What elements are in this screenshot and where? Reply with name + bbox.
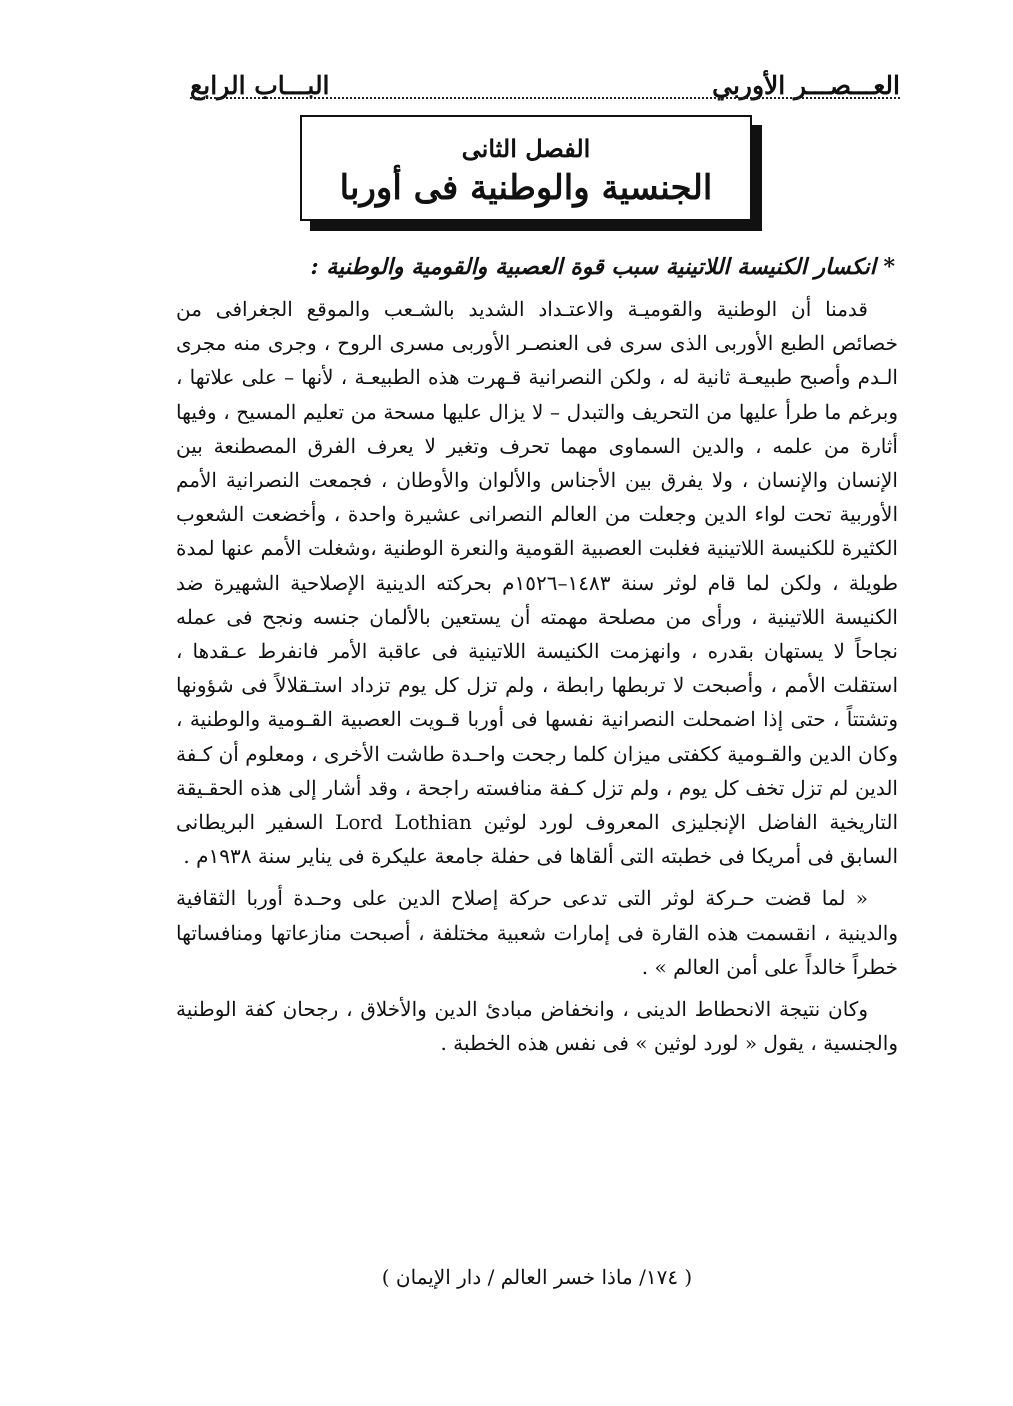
section-heading: * انكسار الكنيسة اللاتينية سبب قوة العصبية والقومية والوطنية :	[310, 254, 895, 280]
header-section-title: العـــصـــر الأوربي	[712, 71, 900, 100]
paragraph-1	[176, 292, 898, 873]
chapter-box	[300, 115, 752, 221]
quotation-paragraph: « لما قضت حـركة لوثر التى تدعى حركة إصلاح الدين على وحـدة أوربا الثقافية والدينية ، انقسمت هذه القارة فى إمارات شعبية مختلفة ، أصبحت منازعاتها ومنافساتها خطراً خالداً على أمن العالم » .	[176, 886, 898, 979]
chapter-title: الجنسية والوطنية فى أوربا	[339, 167, 713, 208]
latin-name: Lord Lothian	[335, 810, 472, 835]
paragraph-3: وكان نتيجة الانحطاط الدينى ، وانخفاض مبادئ الدين والأخلاق ، رجحان كفة الوطنية والجنسية ، يقول « لورد لوثين » فى نفس هذه الخطبة .	[176, 997, 898, 1056]
body-text	[176, 292, 898, 1060]
paragraph-1-text-end: السفير البريطانى السابق فى أمريكا فى خطبته التى ألقاها فى حفلة جامعة عليكرة فى يناير سنة ١٩٣٨م .	[176, 810, 898, 869]
chapter-label: الفصل الثانى	[461, 134, 591, 163]
paragraph-1-text: قدمنا أن الوطنية والقوميـة والاعتـداد الشديد بالشـعب والموقع الجغرافى من خصائص الطبع الأوربى الذى سرى فى العنصـر الأوربى مسرى الروح ، وجرى منه مجرى الـدم وأصبح طبيعـة ثانية له ، ولكن النصرانية قـهرت هذه الطبيعـة ، لأنها – على علاتها ، وبرغم ما طرأ عليها من التحريف والتبدل – لا يزال عليها مسحة من تعليم المسيح ، وفيها أثارة من علمه ، والدين السماوى مهما تحرف وتغير لا يعرف الفرق المصطنعة بين الإنسان والإنسان ، ولا يفرق بين الأجناس والألوان والأوطان ، فجمعت النصرانية الأمم الأوربية تحت لواء الدين وجعلت من العالم النصرانى عشيرة واحدة ، وأخضعت الشعوب الكثيرة للكنيسة اللاتينية فغلبت العصبية القومية والنعرة الوطنية ،وشغلت الأمم عنها لمدة طويلة ، ولكن لما قام لوثر سنة ١٤٨٣–١٥٢٦م بحركته الدينية الإصلاحية الشهيرة ضد الكنيسة اللاتينية ، ورأى من مصلحة مهمته أن يستعين بالألمان جنسه ونجح فى عمله نجاحاً لا يستهان بقدره ، وانهزمت الكنيسة اللاتينية فى عاقبة الأمر فانفرط عـقدها ، استقلت الأمم ، وأصبحت لا تربطها رابطة ، ولم تزل كل يوم تزداد استـقلالاً فى شؤونها وتشتتاً ، حتى إذا اضمحلت النصرانية نفسها فى أوربا قـويت العصبية القـومية والوطنية ، وكان الدين والقـومية ككفتى ميزان كلما رجحت واحـدة طاشت الأخرى ، ومعلوم أن كـفة الدين لم تزل تخف كل يوم ، ولم تزل كـفة منافسته راجحة ، وقد أشار إلى هذه الحقـيقة التاريخية الفاضل الإنجليزى المعروف لورد لوثين	[176, 297, 899, 835]
running-header	[190, 58, 900, 98]
page-footer: ( ١٧٤/ ماذا خسر العالم / دار الإيمان )	[381, 1265, 693, 1289]
header-divider	[190, 97, 900, 99]
header-part-title: البـــاب الرابع	[190, 71, 330, 100]
